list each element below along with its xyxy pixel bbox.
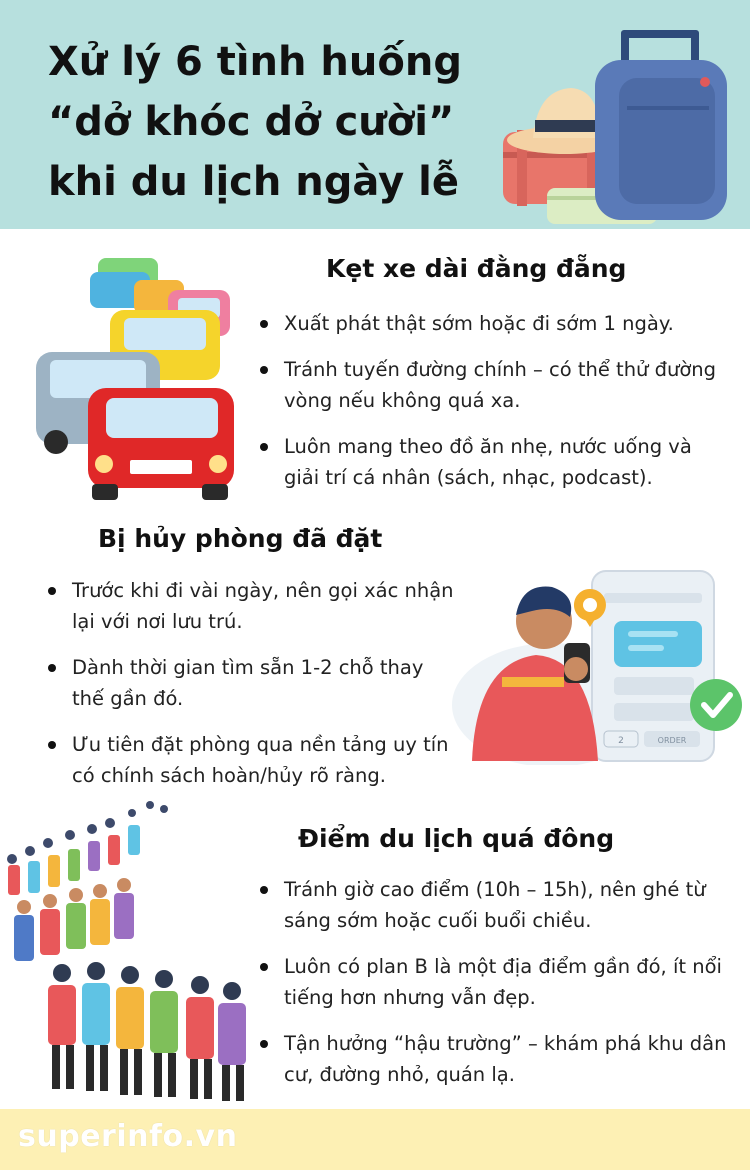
- traffic-jam-illustration: [30, 252, 240, 502]
- luggage-illustration: [495, 12, 735, 227]
- tip-item: Dành thời gian tìm sẵn 1-2 chỗ thay thế gần đó.: [46, 652, 456, 714]
- phone-booking-illustration: [452, 565, 747, 765]
- tip-item: Luôn mang theo đồ ăn nhẹ, nước uống và giải trí cá nhân (sách, nhạc, podcast).: [258, 431, 718, 493]
- section-title-booking-cancel: Bị hủy phòng đã đặt: [98, 524, 383, 553]
- order-label: ORDER: [657, 736, 687, 745]
- crowd-illustration: [0, 795, 262, 1105]
- footer-bar: [0, 1109, 750, 1170]
- title-line-1: Xử lý 6 tình huống: [48, 39, 462, 85]
- tip-item: Luôn có plan B là một địa điểm gần đó, ít nổi tiếng hơn nhưng vẫn đẹp.: [258, 951, 728, 1013]
- title-line-2: “dở khóc dở cười”: [48, 99, 455, 145]
- tip-item: Tránh tuyến đường chính – có thể thử đường vòng nếu không quá xa.: [258, 354, 718, 416]
- tips-booking-cancel: [46, 575, 456, 806]
- tips-crowded: [258, 874, 728, 1105]
- tip-item: Tận hưởng “hậu trường” – khám phá khu dân cư, đường nhỏ, quán lạ.: [258, 1028, 728, 1090]
- tip-item: Xuất phát thật sớm hoặc đi sớm 1 ngày.: [258, 308, 718, 339]
- title-line-3: khi du lịch ngày lễ: [48, 159, 459, 205]
- section-title-crowded: Điểm du lịch quá đông: [298, 824, 615, 853]
- tip-item: Ưu tiên đặt phòng qua nền tảng uy tín có chính sách hoàn/hủy rõ ràng.: [46, 729, 456, 791]
- page-title: [48, 32, 462, 212]
- brand-watermark: superinfo.vn: [18, 1119, 238, 1154]
- header-banner: [0, 0, 750, 229]
- tip-item: Tránh giờ cao điểm (10h – 15h), nên ghé từ sáng sớm hoặc cuối buổi chiều.: [258, 874, 728, 936]
- tips-traffic: [258, 308, 718, 508]
- stepper-value: 2: [618, 736, 624, 746]
- section-title-traffic: Kẹt xe dài đằng đẵng: [326, 254, 627, 283]
- tip-item: Trước khi đi vài ngày, nên gọi xác nhận lại với nơi lưu trú.: [46, 575, 456, 637]
